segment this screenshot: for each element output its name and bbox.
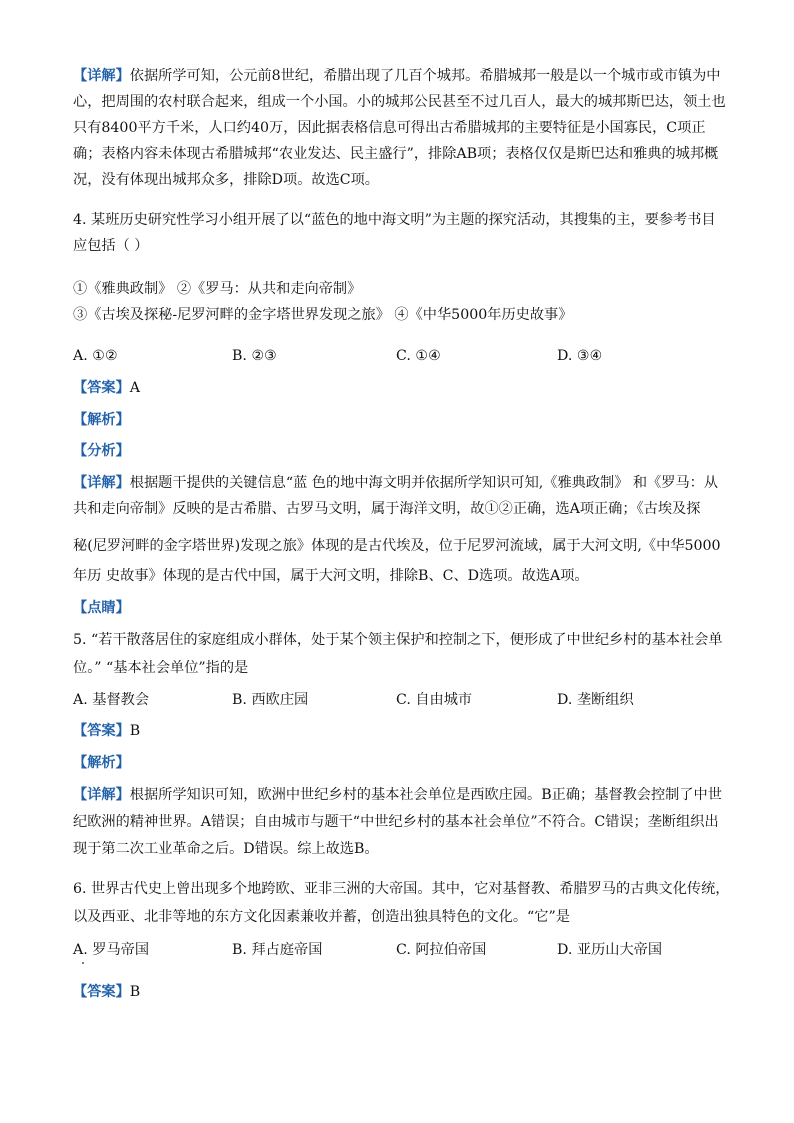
q4-answer xyxy=(73,378,733,398)
p1-text-1: 依据所学可知，公元前8世纪，希腊出现了几百个城邦。希腊城邦一般是以一个城市或市镇为中 xyxy=(129,68,721,84)
p1-line-2: 心，把周围的农村联合起来，组成一个小国。小的城邦公民甚至不过几百人，最大的城邦斯巴达，领土也 xyxy=(73,94,726,110)
q5-detail-line-1 xyxy=(73,785,733,805)
q5-stem-line-1: 5. “若干散落居住的家庭组成小群体，处于某个领主保护和控制之下，便形成了中世纪乡村的基本社会单 xyxy=(73,632,723,648)
detail-tag: 【详解】 xyxy=(73,475,130,491)
q4-books-line-2: ③《古埃及探秘-尼罗河畔的金字塔世界发现之旅》 ④《中华5000年历史故事》 xyxy=(73,307,573,323)
answer-tag: 【答案】 xyxy=(73,723,130,739)
q5-detail-text-1: 根据所学知识可知，欧洲中世纪乡村的基本社会单位是西欧庄园。B正确；基督教会控制了中世 xyxy=(129,787,722,803)
q5-answer xyxy=(73,721,733,741)
q4-option-a: A. ①② xyxy=(73,348,118,364)
q4-detail-line-3: 秘(尼罗河畔的金字塔世界)发现之旅》体现的是古代埃及，位于尼罗河流域，属于大河文明,《中华5000 xyxy=(73,538,721,554)
p1-line-3: 只有8400平方千米，人口约40万，因此据表格信息可得出古希腊城邦的主要特征是小国寡民，C项正 xyxy=(73,120,706,136)
q5-option-a: A. 基督教会 xyxy=(73,692,150,708)
q4-analysis xyxy=(73,410,733,430)
q6-stem-line-1: 6. 世界古代史上曾出现多个地跨欧、亚非三洲的大帝国。其中，它对基督教、希腊罗马的古典文化传统， xyxy=(73,881,730,897)
q4-books-line-1: ①《雅典政制》 ②《罗马：从共和走向帝制》 xyxy=(73,281,362,297)
q5-detail-line-2: 纪欧洲的精神世界。A错误；自由城市与题干“中世纪乡村的基本社会单位”不符合。C错误；垄断组织出 xyxy=(73,814,719,830)
q4-detail-line-2: 共和走向帝制》反映的是古希腊、古罗马文明，属于海洋文明，故①②正确，选A项正确；《古埃及探 xyxy=(73,501,701,517)
q5-option-d: D. 垄断组织 xyxy=(557,692,634,708)
q4-detail-line-4: 年历 史故事》体现的是古代中国，属于大河文明，排除B、C、D选项。故选A项。 xyxy=(73,568,589,584)
q6-option-a: A. 罗马帝国 xyxy=(73,942,150,958)
q4-fenxi xyxy=(73,441,733,461)
q5-stem-line-2: 位。” “基本社会单位”指的是 xyxy=(73,660,249,676)
q5-detail-line-3: 现于第二次工业革命之后。D错误。综上故选B。 xyxy=(73,841,379,857)
p1-line-5: 况，没有体现出城邦众多，排除D项。故选C项。 xyxy=(73,172,379,188)
q6-option-c: C. 阿拉伯帝国 xyxy=(396,942,487,958)
q6-answer xyxy=(73,982,733,1002)
q4-option-d: D. ③④ xyxy=(557,348,603,364)
fenxi-tag: 【分析】 xyxy=(73,443,130,459)
q4-stem-line-1: 4. 某班历史研究性学习小组开展了以“蓝色的地中海文明”为主题的探究活动，其搜集的主，要参考书目 xyxy=(73,212,716,228)
answer-tag: 【答案】 xyxy=(73,984,130,1000)
q4-answer-value: A xyxy=(129,380,141,396)
q4-detail-line-1 xyxy=(73,473,733,493)
q5-analysis xyxy=(73,753,733,773)
analysis-tag: 【解析】 xyxy=(73,412,130,428)
detail-tag: 【详解】 xyxy=(73,68,130,84)
q6-stem-line-2: 以及西亚、北非等地的东方文化因素兼收并蓄，创造出独具特色的文化。“它”是 xyxy=(73,909,570,925)
q5-answer-value: B xyxy=(129,723,141,739)
q4-option-c: C. ①④ xyxy=(396,348,441,364)
answer-tag: 【答案】 xyxy=(73,380,130,396)
dianjing-tag: 【点睛】 xyxy=(73,600,130,616)
p1-line-4: 确；表格内容未体现古希腊城邦“农业发达、民主盛行”，排除AB项；表格仅仅是斯巴达和雅典的城邦概 xyxy=(73,146,719,162)
q6-option-d: D. 亚历山大帝国 xyxy=(557,942,663,958)
q6-option-b: B. 拜占庭帝国 xyxy=(232,942,323,958)
analysis-tag: 【解析】 xyxy=(73,755,130,771)
q4-detail-text-1: 根据题干提供的关键信息“蓝 色的地中海文明并依据所学知识可知,《雅典政制》 和《罗马：从 xyxy=(129,475,719,491)
q4-option-b: B. ②③ xyxy=(232,348,277,364)
p1-line-1 xyxy=(73,66,733,86)
q4-dianjing xyxy=(73,598,733,618)
q5-option-b: B. 西欧庄园 xyxy=(232,692,309,708)
q4-stem-line-2: 应包括（ ） xyxy=(73,238,149,254)
q6-answer-value: B xyxy=(129,984,141,1000)
detail-tag: 【详解】 xyxy=(73,787,130,803)
stray-dot xyxy=(82,962,84,964)
q5-option-c: C. 自由城市 xyxy=(396,692,473,708)
